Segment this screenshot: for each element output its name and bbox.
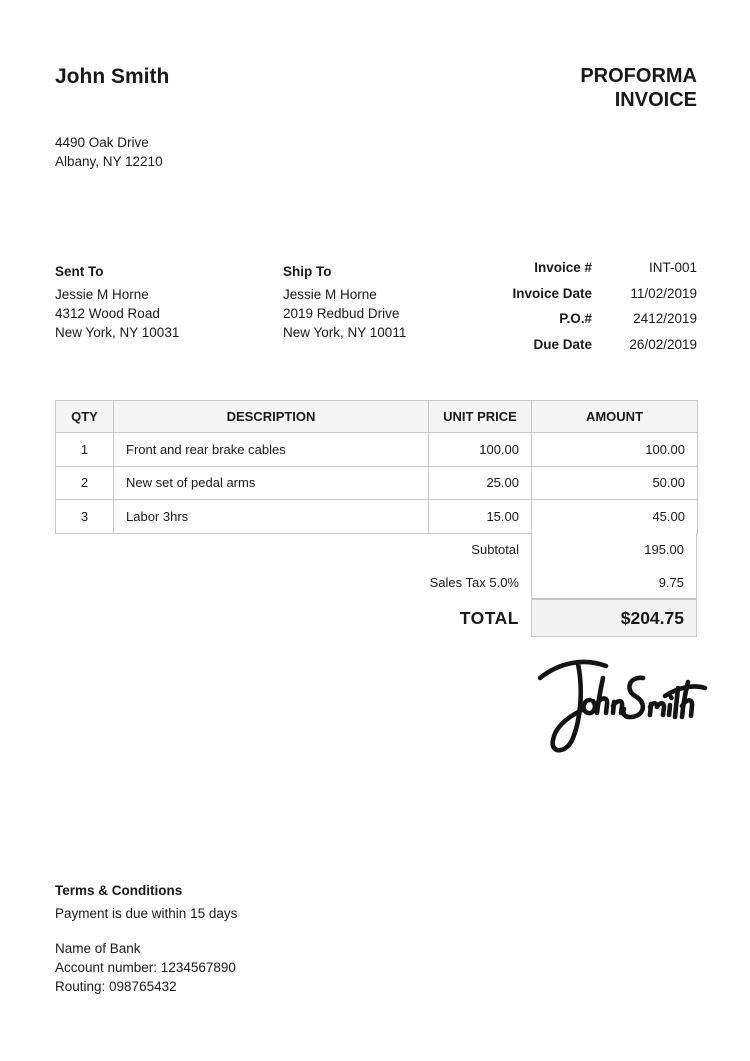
invoice-date-value: 11/02/2019	[630, 285, 697, 301]
ship-to-heading: Ship To	[283, 264, 332, 279]
ship-to-line: 2019 Redbud Drive	[283, 306, 400, 321]
item-row	[56, 433, 698, 467]
invoice-date-row	[447, 286, 697, 312]
sales-tax-value: 9.75	[531, 566, 697, 599]
sent-to-line: 4312 Wood Road	[55, 306, 160, 321]
sales-tax-label: Sales Tax 5.0%	[429, 575, 519, 590]
invoice-meta	[447, 260, 697, 362]
description-cell: New set of pedal arms	[114, 466, 429, 500]
sender-address	[55, 133, 163, 171]
unit-price-cell: 100.00	[429, 433, 532, 467]
sender-address-line: Albany, NY 12210	[55, 154, 163, 169]
po-number-label: P.O.#	[559, 311, 592, 326]
document-title-line: PROFORMA	[580, 65, 697, 87]
ship-to-line: New York, NY 10011	[283, 325, 407, 340]
unit-price-cell: 15.00	[429, 500, 532, 534]
invoice-number-row	[447, 260, 697, 286]
subtotal-row	[55, 533, 697, 566]
terms-section	[55, 881, 237, 996]
bank-routing-line: Routing: 098765432	[55, 979, 177, 994]
sender-name: John Smith	[55, 65, 170, 88]
sent-to-line: New York, NY 10031	[55, 325, 180, 340]
signature-image	[528, 646, 708, 754]
subtotal-label: Subtotal	[471, 542, 519, 557]
invoice-number-label: Invoice #	[534, 260, 592, 275]
sender-address-line: 4490 Oak Drive	[55, 135, 149, 150]
items-header-row	[56, 401, 698, 433]
invoice-number-value: INT-001	[648, 260, 697, 275]
amount-column-header: AMOUNT	[532, 401, 698, 433]
item-row	[56, 500, 698, 534]
sent-to-heading: Sent To	[55, 264, 104, 279]
subtotal-value: 195.00	[531, 533, 697, 566]
description-column-header: DESCRIPTION	[114, 401, 429, 433]
due-date-value: 26/02/2019	[629, 336, 697, 352]
document-title	[580, 64, 697, 112]
invoice-date-label: Invoice Date	[512, 285, 592, 301]
items-table-container	[55, 400, 698, 534]
due-date-row	[447, 337, 697, 363]
terms-line: Payment is due within 15 days	[55, 906, 238, 921]
ship-to-line: Jessie M Horne	[283, 287, 377, 302]
unit-price-cell: 25.00	[429, 466, 532, 500]
amount-cell: 50.00	[532, 466, 698, 500]
item-row	[56, 466, 698, 500]
items-table	[55, 400, 698, 534]
qty-cell: 1	[56, 433, 114, 467]
terms-heading: Terms & Conditions	[55, 883, 183, 898]
ship-to-block	[283, 262, 406, 342]
sent-to-block	[55, 262, 179, 342]
totals-section	[55, 533, 697, 637]
bank-name-line: Name of Bank	[55, 941, 141, 956]
sales-tax-row	[55, 566, 697, 599]
total-row	[55, 599, 697, 637]
description-cell: Labor 3hrs	[114, 500, 429, 534]
bank-details	[55, 939, 237, 996]
po-number-value: 2412/2019	[633, 311, 697, 326]
bank-account-line: Account number: 1234567890	[55, 960, 236, 975]
qty-cell: 3	[56, 500, 114, 534]
due-date-label: Due Date	[533, 336, 592, 352]
total-label: TOTAL	[459, 607, 519, 628]
qty-column-header: QTY	[56, 401, 114, 433]
po-number-row	[447, 311, 697, 337]
qty-cell: 2	[56, 466, 114, 500]
sent-to-line: Jessie M Horne	[55, 287, 149, 302]
total-value: $204.75	[531, 599, 697, 637]
amount-cell: 45.00	[532, 500, 698, 534]
unit-price-column-header: UNIT PRICE	[429, 401, 532, 433]
amount-cell: 100.00	[532, 433, 698, 467]
document-title-line: INVOICE	[614, 89, 697, 111]
description-cell: Front and rear brake cables	[114, 433, 429, 467]
